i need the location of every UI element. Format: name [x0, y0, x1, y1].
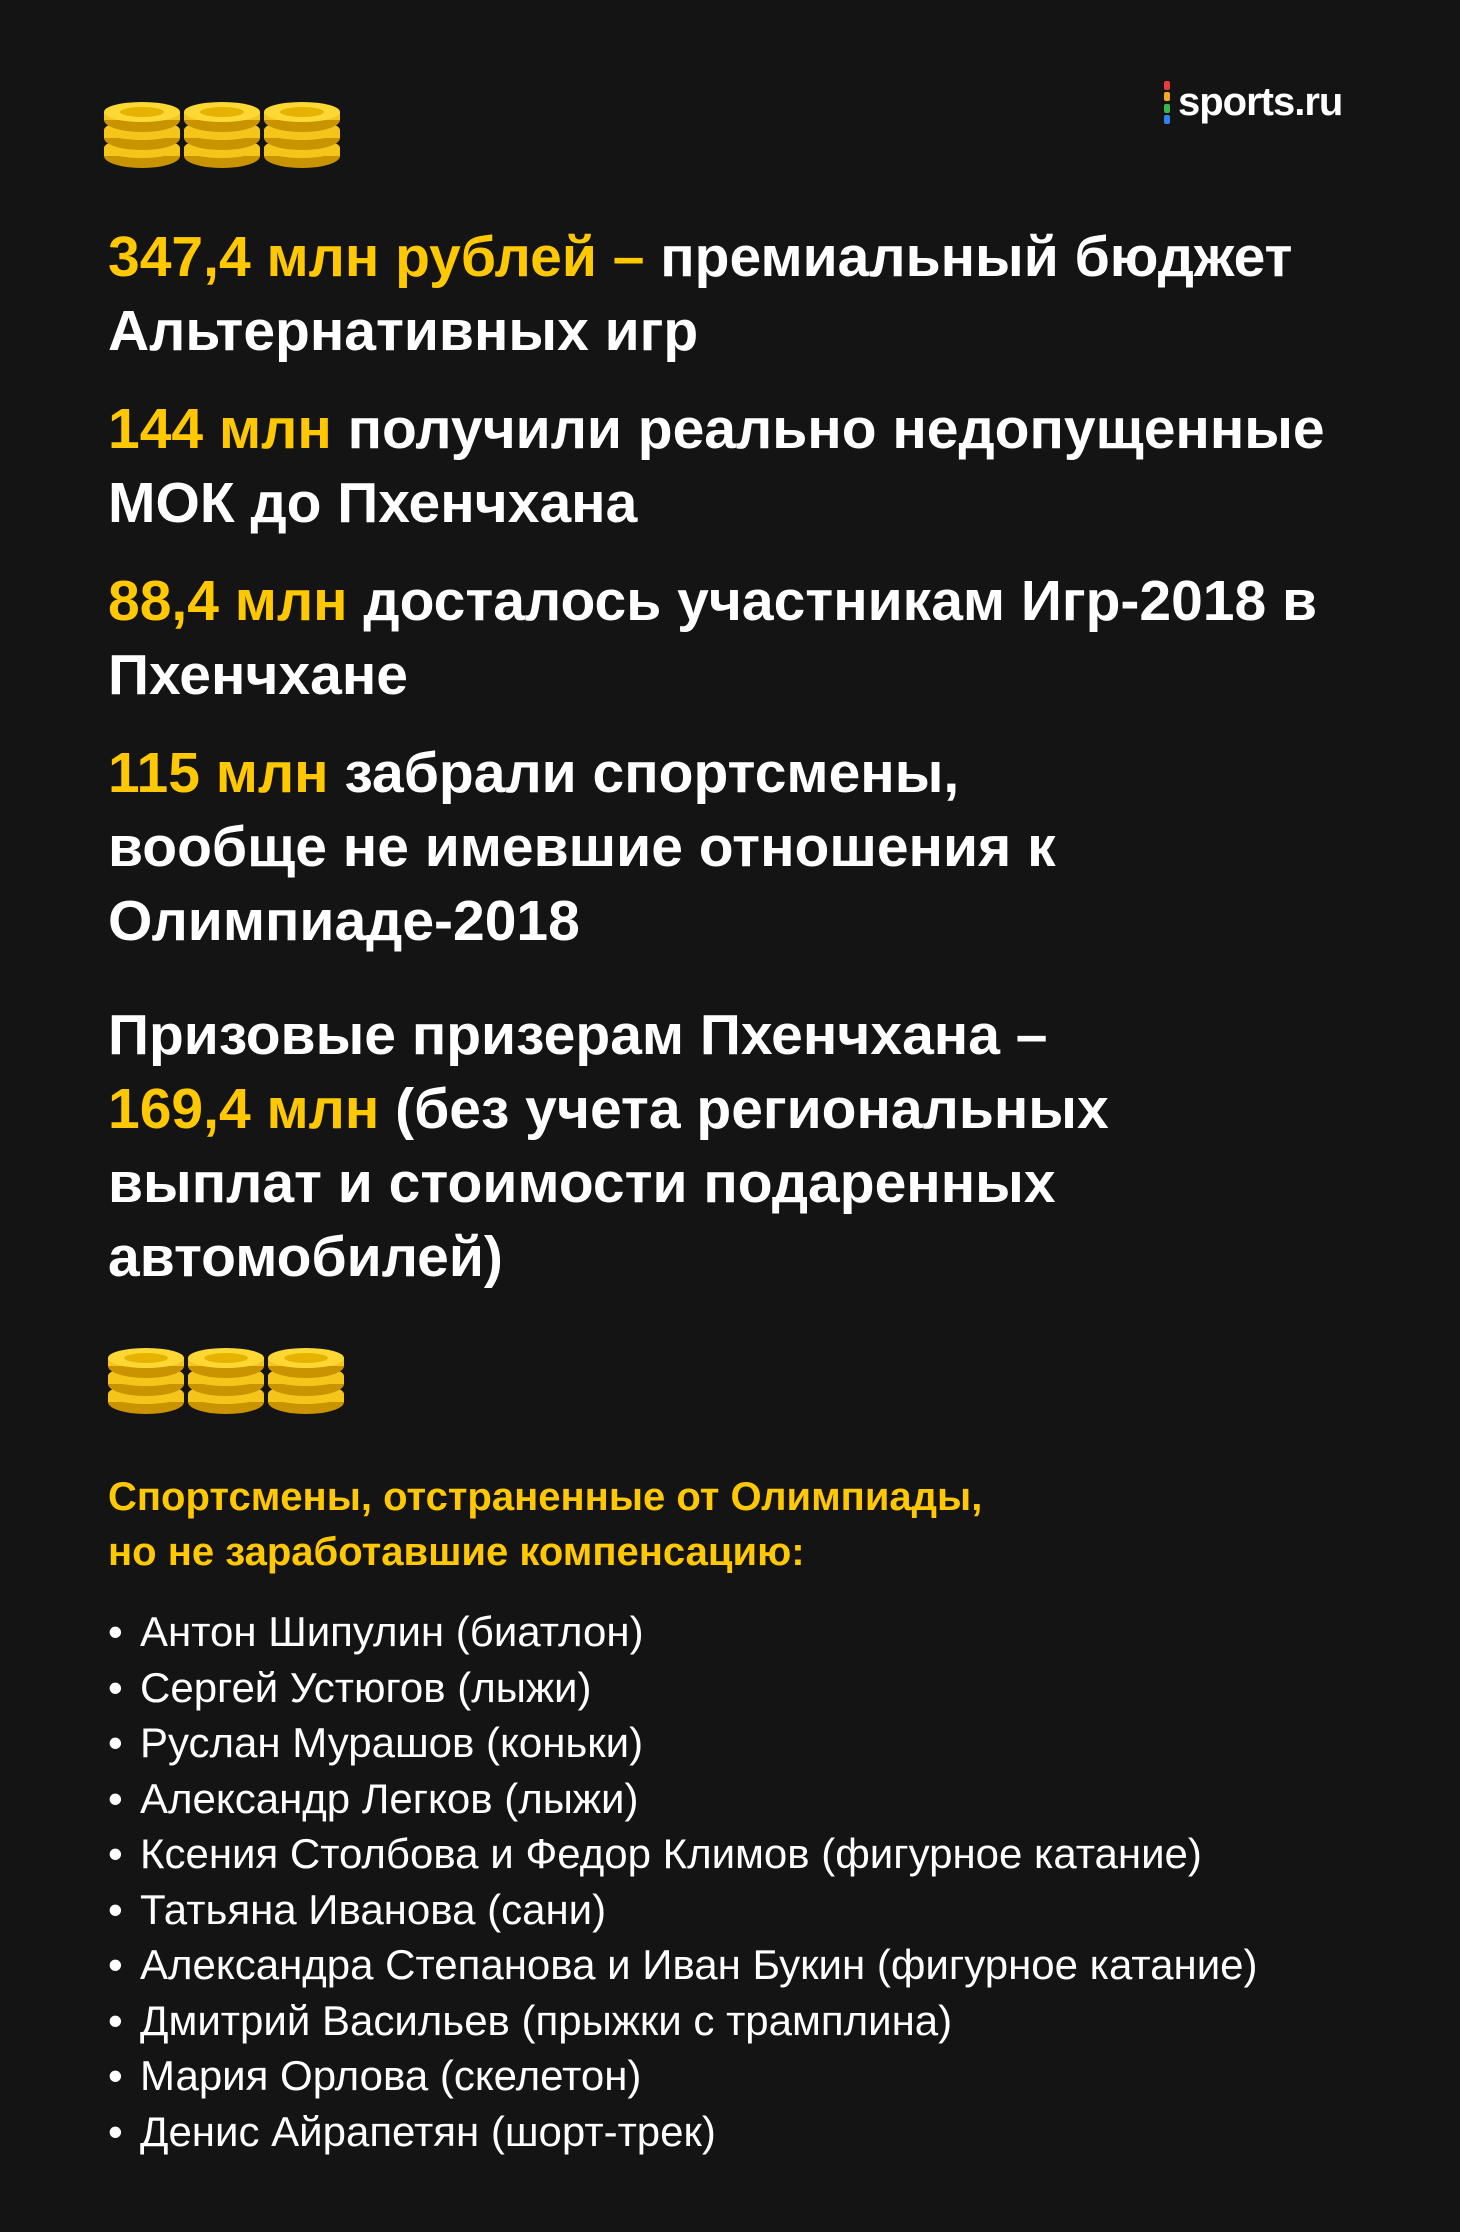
bullet: •	[108, 1830, 123, 1877]
bullet: •	[108, 1941, 123, 1988]
list-item	[108, 2048, 1408, 2104]
athlete-name: Татьяна Иванова (сани)	[140, 1885, 607, 1933]
bullet: •	[108, 1774, 123, 1822]
stat-highlight: 347,4 млн рублей –	[108, 225, 645, 289]
bullet: •	[108, 1663, 123, 1711]
list-item	[108, 1771, 1408, 1827]
athlete-name: Александр Легков (лыжи)	[140, 1774, 639, 1822]
athlete-name: Руслан Мурашов (коньки)	[140, 1719, 644, 1766]
list-item	[108, 1826, 1408, 1882]
coin-stacks-icon	[108, 1338, 348, 1418]
bullet: •	[108, 2107, 123, 2155]
section-title-line-1: Спортсмены, отстраненные от Олимпиады,	[108, 1475, 983, 1519]
prizes-highlight: 169,4 млн	[108, 1077, 380, 1141]
stat-text: досталось участникам Игр-2018 в Пхенчхане	[108, 569, 1318, 707]
bullet: •	[108, 1608, 123, 1655]
stats-block	[108, 220, 1408, 1318]
athlete-name: Антон Шипулин (биатлон)	[140, 1608, 644, 1655]
list-item	[108, 1715, 1408, 1771]
bullet: •	[108, 2052, 123, 2099]
bullet: •	[108, 1996, 123, 2044]
section-title	[108, 1470, 1408, 1580]
bullet: •	[108, 1885, 123, 1933]
stat-not-admitted	[108, 392, 1408, 540]
prizes-lead: Призовые призерам Пхенчхана –	[108, 1003, 1048, 1067]
athlete-name: Дмитрий Васильев (прыжки с трамплина)	[140, 1996, 953, 2044]
prizes-tail: (без учета региональных выплат и стоимости подаренных автомобилей)	[108, 1077, 1109, 1289]
list-item	[108, 1660, 1408, 1716]
stat-premium-budget	[108, 220, 1408, 368]
athlete-name: Ксения Столбова и Федор Климов (фигурное катание)	[140, 1830, 1202, 1877]
stat-unrelated-athletes	[108, 736, 1188, 958]
stat-highlight: 115 млн	[108, 741, 329, 805]
athlete-name: Денис Айрапетян (шорт-трек)	[140, 2107, 716, 2155]
list-item	[108, 1604, 1408, 1660]
athlete-name: Александра Степанова и Иван Букин (фигурное катание)	[140, 1941, 1258, 1988]
logo-dots-icon	[1164, 81, 1172, 125]
stat-highlight: 88,4 млн	[108, 569, 348, 633]
list-item	[108, 1937, 1408, 1993]
athletes-list	[108, 1604, 1408, 2159]
stat-highlight: 144 млн	[108, 397, 332, 461]
athlete-name: Мария Орлова (скелетон)	[140, 2052, 642, 2099]
list-item	[108, 1882, 1408, 1938]
stat-text: премиальный бюджет Альтернативных игр	[108, 225, 1293, 363]
list-item	[108, 1993, 1408, 2049]
stat-text: забрали спортсмены, вообще не имевшие отношения к Олимпиаде-2018	[108, 741, 1056, 953]
athlete-name: Сергей Устюгов (лыжи)	[140, 1663, 592, 1711]
athletes-section	[108, 1470, 1408, 2159]
stat-prizes	[108, 998, 1288, 1294]
coin-stack-1	[104, 102, 180, 168]
stat-participants	[108, 564, 1408, 712]
section-title-line-2: но не заработавшие компенсацию:	[108, 1530, 805, 1574]
sports-ru-logo[interactable]	[1164, 80, 1342, 125]
stat-text: получили реально недопущенные МОК до Пхенчхана	[108, 397, 1325, 535]
list-item	[108, 2104, 1408, 2160]
logo-text: sports.ru	[1178, 80, 1343, 124]
coin-stacks-icon	[104, 92, 344, 172]
bullet: •	[108, 1719, 123, 1766]
